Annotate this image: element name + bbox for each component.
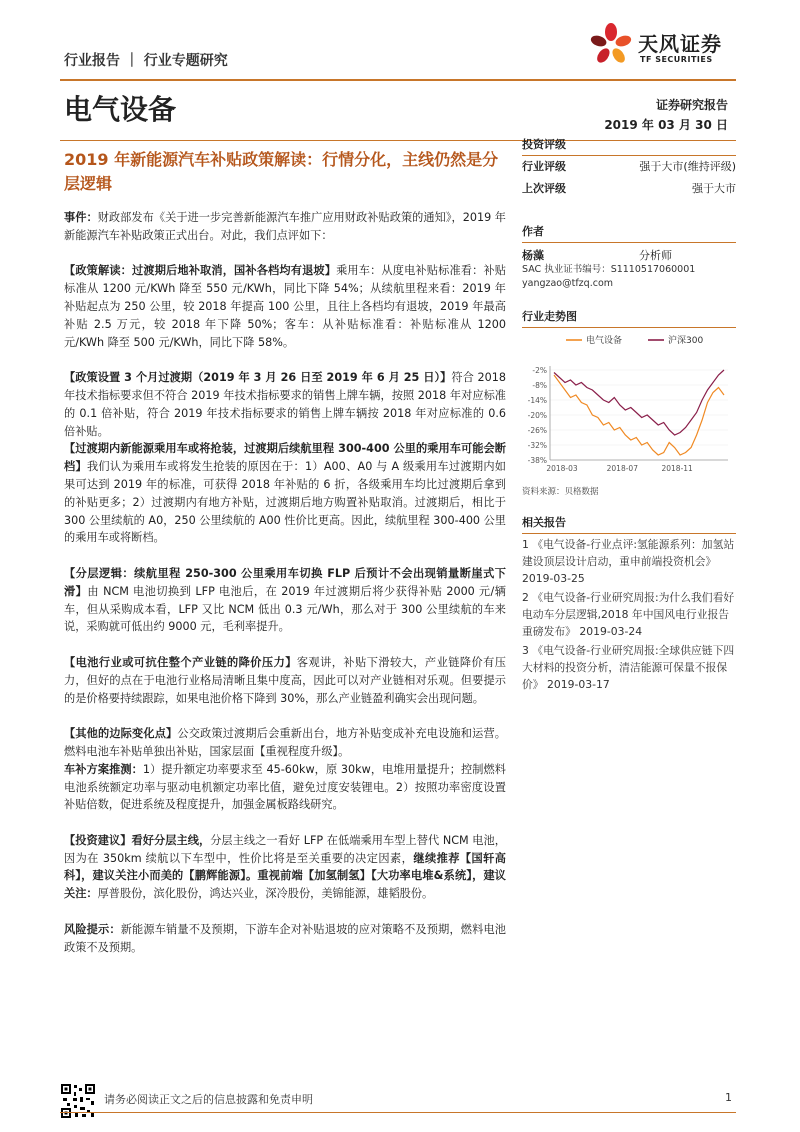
lead-transition: 【政策设置 3 个月过渡期（2019 年 3 月 26 日至 2019 年 6 月 25 日）】 bbox=[64, 371, 452, 385]
logo-english-name: TF SECURITIES bbox=[640, 55, 713, 64]
sidebar bbox=[522, 133, 736, 693]
trend-chart bbox=[522, 328, 736, 478]
y-tick-label: -26% bbox=[527, 426, 547, 435]
lead-policy: 【政策解读：过渡期后地补取消，国补各档均有退坡】 bbox=[64, 264, 337, 278]
trend-section bbox=[522, 305, 736, 497]
trend-title: 行业走势图 bbox=[522, 305, 736, 328]
author-name: 杨藻 bbox=[522, 249, 544, 262]
industry-rating-row bbox=[522, 156, 736, 178]
sector-title: 电气设备 bbox=[64, 93, 177, 126]
text-battery: 客观讲，补贴下滑较大，产业链降价有压力，但好的点在于电池行业格局清晰且集中度高，因此可以对产业链相对乐观。但要提示的是价格要持续跟踪，如果电池价格下降到 30%，那么产业链盈利确实会出现问题。 bbox=[64, 655, 506, 705]
report-date: 2019 年 03 月 30 日 bbox=[604, 118, 728, 132]
text-transition: 符合 2018 年技术指标要求但不符合 2019 年技术指标要求的销售上牌车辆，按照 2018 年对应标准的 0.1 倍补贴，符合 2019 年技术指标要求的销售上牌车辆按 2018 年对应标准的 0.6 倍补贴。 bbox=[64, 371, 506, 438]
related-item[interactable]: 3 《电气设备-行业研究周报:全球供应链下四大材料的投资分析，清洁能源可保量不报保价》 2019-03-17 bbox=[522, 644, 735, 691]
tail-advice: 厚普股份，滨化股份，鸿达兴业，深冷股份，美锦能源，雄韬股份。 bbox=[97, 887, 434, 901]
text-other: 公交政策过渡期后会重新出台，地方补贴变成补充电设施和运营。燃料电池车补贴单独出补贴，国家层面【重视程度升级】。 bbox=[64, 727, 506, 758]
y-tick-label: -2% bbox=[532, 366, 547, 375]
main-body bbox=[64, 209, 506, 974]
lead-advice: 【投资建议】看好分层主线， bbox=[64, 833, 211, 847]
lead-tier: 【分层逻辑：续航里程 250-300 公里乘用车切换 FLP 后预计不会出现销量断崖式下滑】 bbox=[64, 566, 506, 598]
text-risk: 新能源车销量不及预期，下游车企对补贴退坡的应对策略不及预期，燃料电池政策不及预期。 bbox=[64, 922, 506, 954]
related-section bbox=[522, 511, 736, 693]
footer-divider bbox=[60, 1112, 736, 1113]
lead-risk: 风险提示： bbox=[64, 922, 121, 936]
paragraph-other bbox=[64, 725, 506, 761]
last-rating-value: 强于大市 bbox=[692, 182, 736, 195]
qr-code-icon bbox=[60, 1083, 96, 1119]
paragraph-event bbox=[64, 209, 506, 245]
legend-label: 沪深300 bbox=[668, 336, 704, 346]
text-advice: 分层主线之一看好 LFP 在低端乘用车型上替代 NCM 电池，因为在 350km 续航以下车型中，性价比将是至关重要的决定因素， bbox=[64, 833, 506, 865]
author-email[interactable]: yangzao@tfzq.com bbox=[522, 278, 614, 289]
report-title: 2019 年新能源汽车补贴政策解读：行情分化，主线仍然是分层逻辑 bbox=[64, 150, 499, 193]
related-title: 相关报告 bbox=[522, 511, 736, 534]
last-rating-row bbox=[522, 178, 736, 200]
text-rush: 我们认为乘用车或将发生抢装的原因在于：1）A00、A0 与 A 级乘用车过渡期内如果可达到 2019 年的标准，可获得 2018 年补贴的 6 折，各级乘用车均比过渡期后拿到的补贴更多；2）过渡期内有地方补贴，过渡期后地方购置补贴取消。过渡期后，相比于 300 公里续航的 A0，250 公里续航的 A00 性价比更高。因此，续航里程 300-400 公里的乘用车或将断档。 bbox=[64, 460, 506, 545]
x-tick-label: 2018-11 bbox=[661, 464, 693, 473]
lead-rush: 【过渡期内新能源乘用车或将抢装，过渡期后续航里程 300-400 公里的乘用车可能会断档】 bbox=[64, 442, 506, 474]
paragraph-advice bbox=[64, 832, 506, 903]
last-rating-label: 上次评级 bbox=[522, 182, 566, 195]
paragraph-subsidy bbox=[64, 761, 506, 814]
text-policy: 乘用车：从度电补贴标准看：补贴标准从 1200 元/KWh 降至 550 元/KWh，同比下降 54%；从续航里程来看：2019 年补贴起点为 250 公里，较 2018 年提高 100 公里，且往上各档均有退坡，2019 年最高补贴 2.5 万元，较 2018 年下降 50%；客车：从补贴标准看：补贴标准从 1200 元/KWh 降至 500 元/KWh，同比下降 58%。 bbox=[64, 264, 506, 349]
paragraph-tier bbox=[64, 565, 506, 636]
lead-other: 【其他的边际变化点】 bbox=[64, 727, 178, 741]
paragraph-transition bbox=[64, 369, 506, 440]
x-tick-label: 2018-07 bbox=[606, 464, 638, 473]
y-tick-label: -32% bbox=[527, 441, 547, 450]
bold-advice: 继续推荐【国轩高科】，建议关注小而美的【鹏辉能源】。重视前端【加氢制氢】【大功率电堆&系统】，建议关注： bbox=[64, 851, 506, 901]
footer-disclaimer: 请务必阅读正文之后的信息披露和免责申明 bbox=[104, 1093, 313, 1106]
lead-battery: 【电池行业或可抗住整个产业链的降价压力】 bbox=[64, 655, 297, 669]
header-divider bbox=[60, 79, 736, 81]
paragraph-policy bbox=[64, 262, 506, 351]
y-tick-label: -38% bbox=[527, 456, 547, 465]
author-role: 分析师 bbox=[639, 249, 672, 262]
author-title: 作者 bbox=[522, 220, 736, 243]
related-list bbox=[522, 536, 736, 693]
y-tick-label: -8% bbox=[532, 381, 547, 390]
series-line bbox=[554, 370, 724, 435]
author-name-row bbox=[522, 247, 672, 263]
text-event: 财政部发布《关于进一步完善新能源汽车推广应用财政补贴政策的通知》，2019 年新能源汽车补贴政策正式出台。对此，我们点评如下： bbox=[64, 211, 506, 242]
logo-flower-icon bbox=[588, 22, 634, 68]
rating-title: 投资评级 bbox=[522, 133, 736, 156]
chart-source: 资料来源：贝格数据 bbox=[522, 487, 599, 497]
industry-rating-label: 行业评级 bbox=[522, 160, 566, 173]
text-tier: 由 NCM 电池切换到 LFP 电池后，在 2019 年过渡期后将少获得补贴 2000 元/辆车，但从采购成本看，LFP 又比 NCM 低出 0.3 元/Wh，那么对于 300 公里续航的车来说，采购就可低出约 9000 元，毛利率提升。 bbox=[64, 584, 506, 634]
paragraph-risk bbox=[64, 921, 506, 957]
logo-chinese-name: 天风证券 bbox=[638, 32, 722, 56]
report-type: 证券研究报告 bbox=[655, 98, 728, 112]
page-number: 1 bbox=[725, 1091, 732, 1104]
x-tick-label: 2018-03 bbox=[546, 464, 578, 473]
lead-event: 事件： bbox=[64, 211, 98, 224]
paragraph-rush bbox=[64, 440, 506, 547]
text-subsidy: 1）提升额定功率要求至 45-60kw，原 30kw，电堆用量提升；控制燃料电池系统额定功率与驱动电机额定功率比值，避免过度安装锂电。2）按照功率密度设置补贴倍数，促进系统及程度提升，加强金属板路线研究。 bbox=[64, 762, 506, 812]
legend-label: 电气设备 bbox=[586, 336, 623, 346]
lead-subsidy: 车补方案推测： bbox=[64, 762, 143, 776]
author-section bbox=[522, 220, 736, 291]
company-logo bbox=[588, 22, 736, 70]
y-tick-label: -20% bbox=[527, 411, 547, 420]
paragraph-battery bbox=[64, 654, 506, 707]
related-item[interactable]: 2 《电气设备-行业研究周报:为什么我们看好电动车分层逻辑,2018 年中国风电行业报告重磅发布》 2019-03-24 bbox=[522, 591, 735, 638]
y-tick-label: -14% bbox=[527, 396, 547, 405]
industry-rating-value: 强于大市(维持评级) bbox=[639, 160, 736, 173]
author-sac: SAC 执业证书编号：S1110517060001 bbox=[522, 264, 696, 275]
report-category: 行业报告 ｜ 行业专题研究 bbox=[64, 53, 228, 69]
related-item[interactable]: 1 《电气设备-行业点评:氢能源系列：加氢站建设顶层设计启动，重申前端投资机会》 2019-03-25 bbox=[522, 538, 735, 585]
